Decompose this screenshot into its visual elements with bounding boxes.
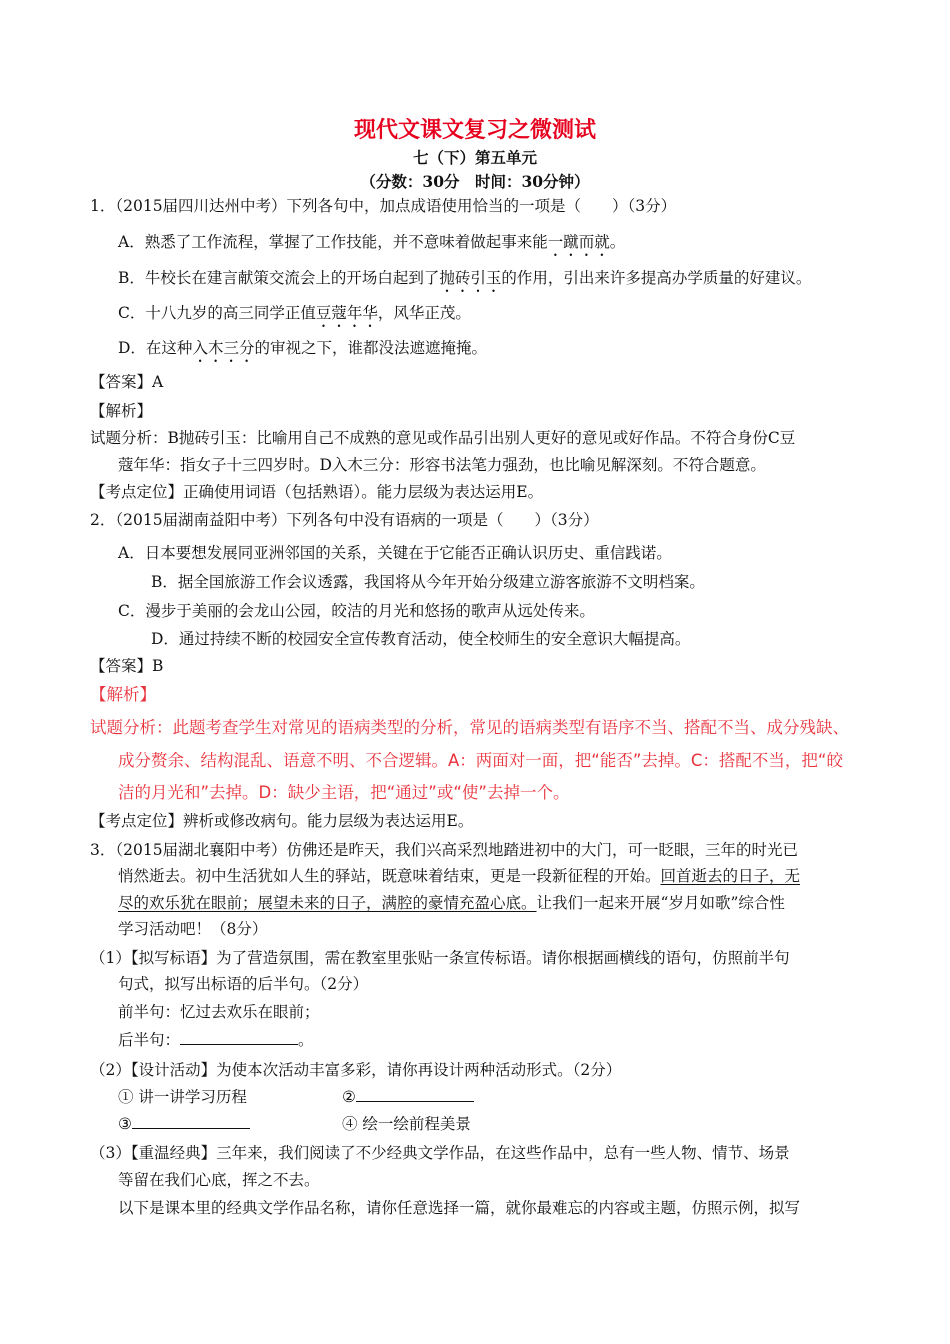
q3-part1-line2: 句式，拟写出标语的后半句。（2分） [118,975,369,993]
q1-option-a: A．熟悉了工作流程，掌握了工作技能，并不意味着做起事来能一蹴而就。 [118,233,626,251]
q3-front-half: 前半句：忆过去欢乐在眼前； [118,1003,320,1021]
q2-option-d: D．通过持续不断的校园安全宣传教育活动，使全校师生的安全意识大幅提高。 [151,630,691,648]
q2-option-c: C．漫步于美丽的会龙山公园，皎洁的月光和悠扬的歌声从远处传来。 [118,602,595,620]
q1-answer: 【答案】A [90,373,164,391]
q3-part2-line1: （2）【设计活动】为使本次活动丰富多彩，请你再设计两种活动形式。（2分） [90,1061,622,1079]
q3-intro-line4: 学习活动吧！（8分） [118,920,268,938]
q3-intro-line1: 3．（2015届湖北襄阳中考）仿佛还是昨天，我们兴高采烈地踏进初中的大门，可一眨眼，三年的时光已 [90,841,799,859]
q3-intro-line3: 尽的欢乐犹在眼前；展望未来的日子，满腔的豪情充盈心底。让我们一起来开展“岁月如歌”综合性 [118,894,785,912]
q2-option-a: A．日本要想发展同亚洲邻国的关系，关键在于它能否正确认识历史、重信践诺。 [118,544,672,562]
q3-part1-line1: （1）【拟写标语】为了营造氛围，需在教室里张贴一条宣传标语。请你根据画横线的语句，仿照前半句 [90,949,790,967]
q1-analysis-line1: 试题分析：B抛砖引玉：比喻用自己不成熟的意见或作品引出别人更好的意见或好作品。不符合身份C豆 [90,429,796,447]
q2-analysis-line3: 洁的月光和”去掉。D：缺少主语，把“通过”或“使”去掉一个。 [118,783,570,802]
q3-underlined-sentence-part2: 尽的欢乐犹在眼前；展望未来的日子，满腔的豪情充盈心底。 [118,894,537,912]
q1-option-c: C．十八九岁的高三同学正值豆蔻年华，风华正茂。 [118,304,471,322]
q1-option-a-idiom: 一蹴而就 [547,233,610,251]
q1-option-c-idiom: 豆蔻年华 [315,304,378,322]
q3-intro-line2: 悄然逝去。初中生活犹如人生的驿站，既意味着结束，更是一段新征程的开始。回首逝去的日子，无 [118,867,801,885]
q1-option-d-idiom: 入木三分 [192,339,255,357]
score-time-meta: （分数：30分 时间：30分钟） [360,172,590,191]
q2-analysis-line2: 成分赘余、结构混乱、语意不明、不合逻辑。A：两面对一面，把“能否”去掉。C：搭配不当，把“皎 [118,751,843,770]
q2-stem: 2．（2015届湖南益阳中考）下列各句中没有语病的一项是（ ）（3分） [90,511,599,529]
q3-back-half: 后半句： 。 [118,1031,314,1049]
q2-kaodian: 【考点定位】辨析或修改病句。能力层级为表达运用E。 [90,812,474,830]
unit-heading: 七（下）第五单元 [412,148,537,167]
q1-stem: 1．（2015届四川达州中考）下列各句中，加点成语使用恰当的一项是（ ）（3分） [90,197,677,215]
q2-analysis-line1: 试题分析：此题考查学生对常见的语病类型的分析，常见的语病类型有语序不当、搭配不当、成分残缺、 [90,718,849,737]
q1-option-d: D．在这种入木三分的审视之下，谁都没法遮遮掩掩。 [118,339,487,357]
q3-part3-line2: 等留在我们心底，挥之不去。 [118,1171,320,1189]
q3-activity-4: ④ 绘一绘前程美景 [342,1115,471,1133]
q3-part3-line1: （3）【重温经典】三年来，我们阅读了不少经典文学作品，在这些作品中，总有一些人物、情节、场景 [90,1144,790,1162]
q1-analysis-line2: 蔻年华：指女子十三四岁时。D入木三分：形容书法笔力强劲，也比喻见解深刻。不符合题意。 [118,456,766,474]
q3-activity-3: ③ [118,1114,250,1134]
q3-activity-2-blank[interactable] [356,1087,474,1102]
q3-activity-1: ① 讲一讲学习历程 [118,1088,247,1106]
q2-answer: 【答案】B [90,657,164,675]
page-title: 现代文课文复习之微测试 [353,117,596,143]
q3-activity-3-blank[interactable] [132,1114,250,1129]
q1-option-b: B．牛校长在建言献策交流会上的开场白起到了抛砖引玉的作用，引出来许多提高办学质量的好建议。 [118,269,812,287]
q1-option-b-idiom: 抛砖引玉 [439,269,502,287]
q1-kaodian: 【考点定位】正确使用词语（包括熟语）。能力层级为表达运用E。 [90,483,544,501]
q2-analysis-label: 【解析】 [90,685,156,704]
q2-option-b: B．据全国旅游工作会议透露，我国将从今年开始分级建立游客旅游不文明档案。 [151,573,705,591]
q3-activity-2: ② [342,1087,474,1107]
q3-part3-line3: 以下是课本里的经典文学作品名称，请你任意选择一篇，就你最难忘的内容或主题，仿照示例，拟写 [118,1199,801,1217]
q3-back-half-blank[interactable] [180,1030,298,1045]
q1-analysis-label: 【解析】 [90,402,153,420]
q3-underlined-sentence-part1: 回首逝去的日子，无 [660,867,801,885]
